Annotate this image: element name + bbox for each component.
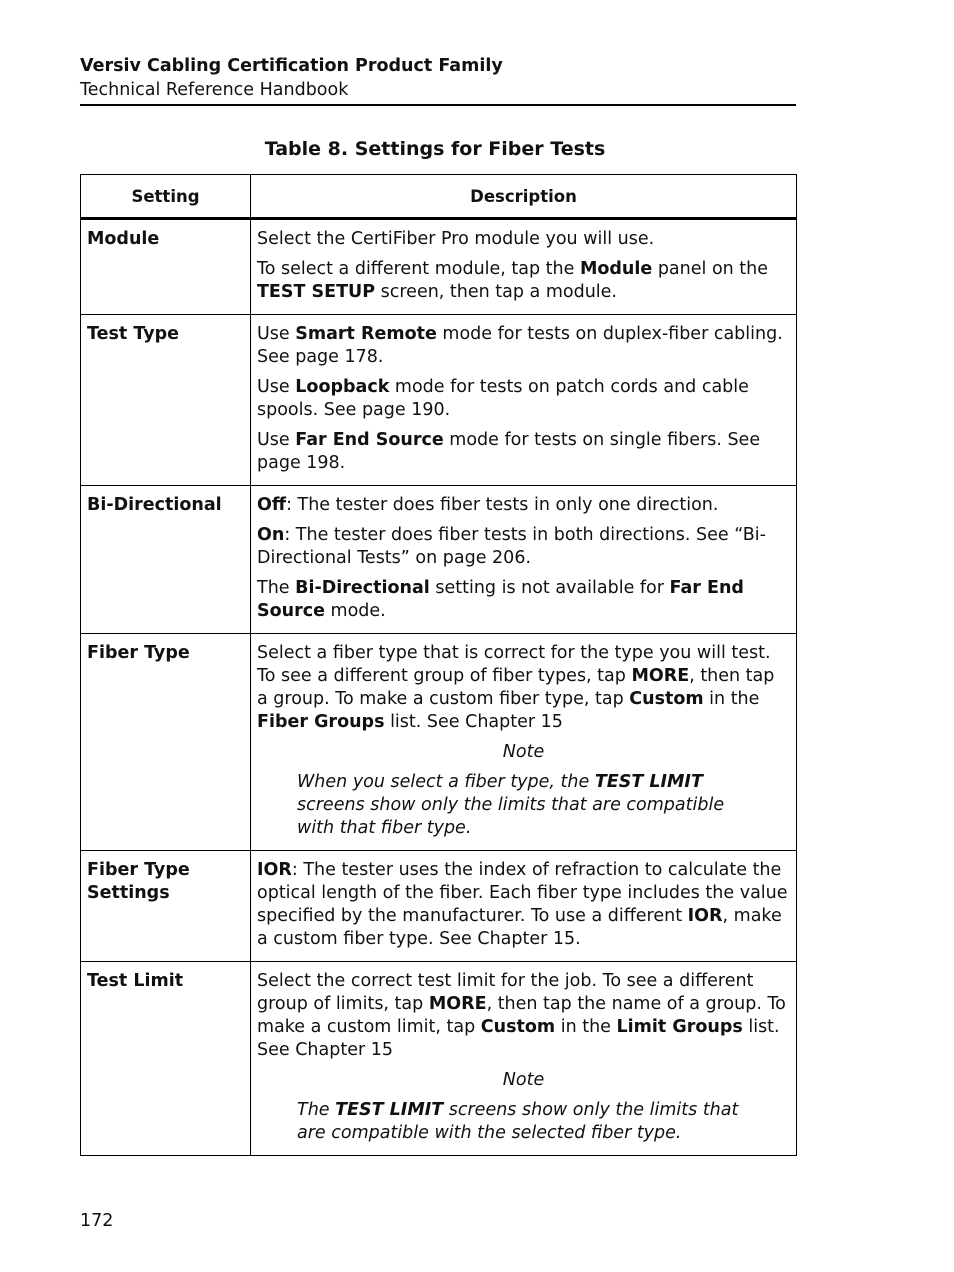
description-cell bbox=[251, 315, 797, 486]
table-row bbox=[81, 315, 797, 486]
text-run: : The tester does fiber tests in both directions. See “Bi-Directional Tests” on page 206. bbox=[257, 525, 766, 568]
bold-term: TEST LIMIT bbox=[594, 772, 703, 792]
table-caption: Table 8. Settings for Fiber Tests bbox=[264, 138, 606, 160]
description-paragraph bbox=[257, 859, 790, 951]
table-row bbox=[81, 851, 797, 962]
text-run: , then tap the name of a group. To make a custom limit, tap bbox=[257, 994, 786, 1037]
text-run: mode. bbox=[324, 601, 386, 621]
table-body bbox=[81, 219, 797, 1156]
description-paragraph bbox=[257, 258, 790, 304]
table-row bbox=[81, 219, 797, 315]
bold-term: Bi-Directional bbox=[295, 578, 430, 598]
text-run: mode for tests on patch cords and cable spools. See page 190. bbox=[257, 377, 749, 420]
text-run: Use bbox=[257, 377, 296, 397]
text-run: : The tester does fiber tests in only one direction. bbox=[286, 495, 719, 515]
text-run: Select the CertiFiber Pro module you will use. bbox=[257, 229, 655, 249]
text-run: screens show only the limits that are compatible with the selected fiber type. bbox=[297, 1100, 739, 1143]
text-run: setting is not available for bbox=[429, 578, 670, 598]
header-title: Versiv Cabling Certification Product Family bbox=[80, 56, 503, 76]
text-run: To select a different module, tap the bbox=[257, 259, 580, 279]
bold-term: TEST SETUP bbox=[257, 282, 376, 302]
bold-term: IOR bbox=[257, 860, 292, 880]
page-number: 172 bbox=[80, 1211, 114, 1231]
description-cell bbox=[251, 634, 797, 851]
description-paragraph bbox=[257, 228, 790, 251]
bold-term: MORE bbox=[631, 666, 690, 686]
header-rule bbox=[80, 104, 796, 106]
note-title: Note bbox=[502, 1070, 545, 1090]
description-cell bbox=[251, 219, 797, 315]
bold-term: MORE bbox=[428, 994, 487, 1014]
setting-name: Test Type bbox=[87, 324, 180, 344]
description-paragraph bbox=[257, 494, 790, 517]
bold-term: IOR bbox=[687, 906, 723, 926]
bold-term: TEST LIMIT bbox=[335, 1100, 444, 1120]
bold-term: On bbox=[257, 525, 285, 545]
text-run: list. See Chapter 15 bbox=[257, 1017, 780, 1060]
column-header-description: Description bbox=[251, 175, 797, 219]
text-run: in the bbox=[703, 689, 760, 709]
text-run: mode for tests on single fibers. See page 198. bbox=[257, 430, 761, 473]
description-cell bbox=[251, 962, 797, 1156]
table-header-row bbox=[81, 175, 797, 219]
text-run: , make a custom fiber type. See Chapter 15. bbox=[257, 906, 782, 949]
text-run: mode for tests on duplex-fiber cabling. See page 178. bbox=[257, 324, 783, 367]
setting-name: Module bbox=[87, 229, 160, 249]
header-subtitle: Technical Reference Handbook bbox=[80, 80, 349, 100]
description-paragraph bbox=[257, 524, 790, 570]
setting-cell bbox=[81, 486, 251, 634]
text-run: screens show only the limits that are compatible with that fiber type. bbox=[297, 795, 725, 838]
setting-cell bbox=[81, 634, 251, 851]
text-run: in the bbox=[555, 1017, 617, 1037]
description-paragraph bbox=[257, 642, 790, 734]
setting-cell bbox=[81, 315, 251, 486]
bold-term: Off bbox=[257, 495, 287, 515]
bold-term: Fiber Groups bbox=[257, 712, 385, 732]
note-body bbox=[257, 1099, 790, 1145]
text-run: , then tap a group. To make a custom fiber type, tap bbox=[257, 666, 775, 709]
table-row bbox=[81, 634, 797, 851]
setting-name: Bi-Directional bbox=[87, 495, 222, 515]
settings-table bbox=[80, 174, 797, 1156]
bold-term: Module bbox=[579, 259, 653, 279]
text-run: The bbox=[257, 578, 296, 598]
description-cell bbox=[251, 851, 797, 962]
bold-term: Loopback bbox=[295, 377, 390, 397]
bold-term: Smart Remote bbox=[295, 324, 437, 344]
text-run: Use bbox=[257, 324, 296, 344]
text-run: Use bbox=[257, 430, 296, 450]
description-paragraph bbox=[257, 323, 790, 369]
bold-term: Custom bbox=[480, 1017, 556, 1037]
text-run: Select a fiber type that is correct for the type you will test. To see a different group of fiber types, tap bbox=[257, 643, 771, 686]
note-title: Note bbox=[502, 742, 545, 762]
bold-term: Far End Source bbox=[295, 430, 444, 450]
text-run: panel on the bbox=[652, 259, 769, 279]
bold-term: Limit Groups bbox=[616, 1017, 743, 1037]
setting-cell bbox=[81, 962, 251, 1156]
setting-cell bbox=[81, 851, 251, 962]
text-run: The bbox=[297, 1100, 336, 1120]
table-row bbox=[81, 962, 797, 1156]
description-paragraph bbox=[257, 376, 790, 422]
page-header bbox=[80, 54, 796, 102]
table-row bbox=[81, 486, 797, 634]
bold-term: Far End Source bbox=[257, 578, 744, 621]
setting-cell bbox=[81, 219, 251, 315]
text-run: : The tester uses the index of refraction to calculate the optical length of the fiber. Each fiber type includes the value specified by the manufacturer. To use a different bbox=[257, 860, 788, 926]
setting-name: Fiber Type Settings bbox=[87, 860, 190, 903]
text-run: screen, then tap a module. bbox=[375, 282, 617, 302]
setting-name: Test Limit bbox=[87, 971, 184, 991]
description-paragraph bbox=[257, 970, 790, 1062]
setting-name: Fiber Type bbox=[87, 643, 190, 663]
text-run: When you select a fiber type, the bbox=[297, 772, 595, 792]
bold-term: Custom bbox=[629, 689, 704, 709]
text-run: Select the correct test limit for the job. To see a different group of limits, tap bbox=[257, 971, 754, 1014]
column-header-setting: Setting bbox=[81, 175, 251, 219]
description-paragraph bbox=[257, 429, 790, 475]
text-run: list. See Chapter 15 bbox=[384, 712, 563, 732]
note-body bbox=[257, 771, 790, 840]
description-cell bbox=[251, 486, 797, 634]
description-paragraph bbox=[257, 577, 790, 623]
